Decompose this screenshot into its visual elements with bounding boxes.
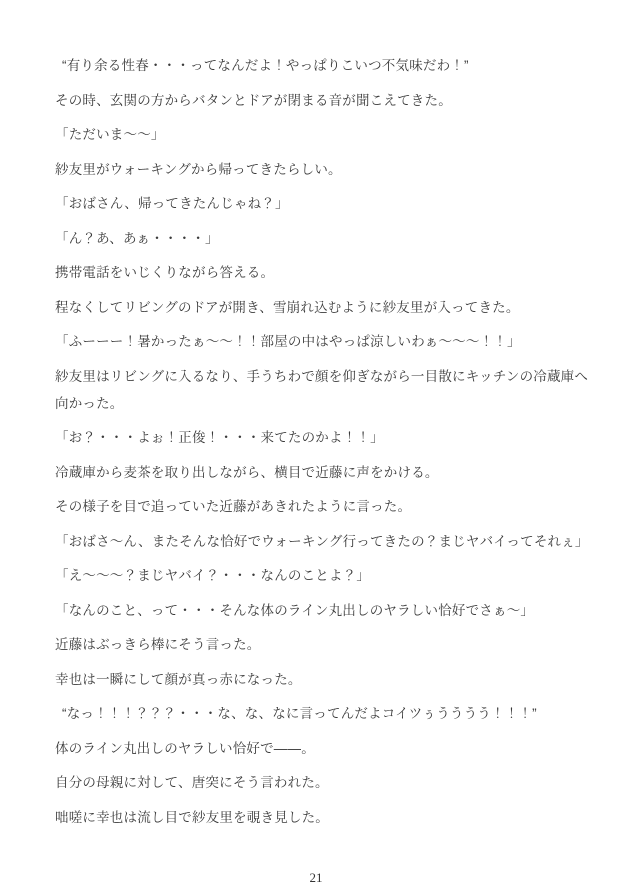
text-line: “なっ！！！？？？・・・な、な、なに言ってんだよコイツぅうううう！！！”: [62, 706, 537, 721]
text-line: 「え～～～？まじヤバイ？・・・なんのことよ？」: [55, 568, 371, 583]
text-line: 「ふーーー！暑かったぁ～～！！部屋の中はやっぱ涼しいわぁ～～～！！」: [55, 334, 521, 349]
text-line: 携帯電話をいじくりながら答える。: [55, 265, 275, 280]
text-line: 「なんのこと、って・・・そんな体のライン丸出しのヤラしい恰好でさぁ～」: [55, 602, 535, 618]
page-number: 21: [309, 870, 323, 885]
text-line: 体のライン丸出しのヤラしい恰好で――。: [55, 740, 315, 756]
text-line: 「おばさ～ん、またそんな恰好でウォーキング行ってきたの？まじヤバイってそれぇ」: [55, 533, 589, 549]
text-line: 冷蔵庫から麦茶を取り出しながら、横目で近藤に声をかける。: [55, 464, 439, 480]
text-line: 自分の母親に対して、唐突にそう言われた。: [55, 775, 329, 790]
text-line: 咄嗟に幸也は流し目で紗友里を覗き見した。: [55, 809, 329, 825]
text-line: 「ん？あ、あぁ・・・・」: [55, 230, 219, 246]
text-line: 幸也は一瞬にして顔が真っ赤になった。: [55, 671, 302, 687]
text-line: 「お？・・・よぉ！正俊！・・・来てたのかよ！！」: [55, 430, 384, 445]
text-line: 紗友里がウォーキングから帰ってきたらしい。: [55, 161, 342, 177]
text-block: [55, 52, 608, 831]
text-line: その様子を目で追っていた近藤があきれたように言った。: [55, 499, 412, 514]
text-line: 「ただいま～～」: [55, 127, 165, 142]
text-line: 近藤はぶっきら棒にそう言った。: [55, 637, 261, 652]
text-line: 程なくしてリビングのドアが開き、雪崩れ込むように紗友里が入ってきた。: [55, 299, 520, 315]
text-line: 「おばさん、帰ってきたんじゃね？」: [55, 196, 289, 211]
text-line: “有り余る性春・・・ってなんだよ！やっぱりこいつ不気味だわ！”: [62, 58, 469, 73]
text-line: 向かった。: [55, 395, 124, 411]
text-line: その時、玄関の方からバタンとドアが閉まる音が聞こえてきた。: [55, 92, 452, 108]
text-line: 紗友里はリビングに入るなり、手うちわで顔を仰ぎながら一目散にキッチンの冷蔵庫へ: [55, 368, 589, 384]
